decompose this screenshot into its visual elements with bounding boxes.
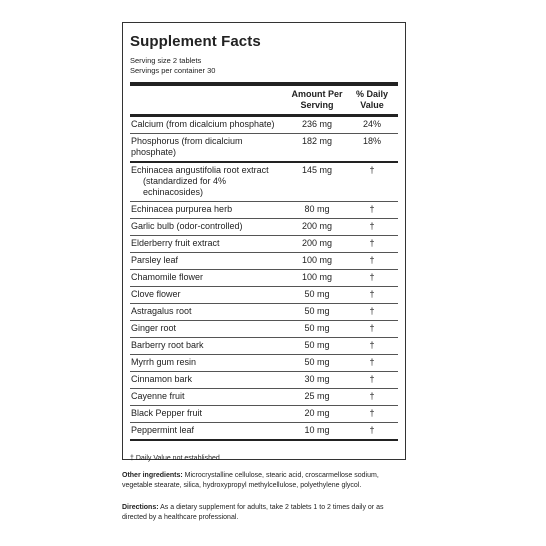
table-row xyxy=(130,355,398,372)
ingredient-daily-value: † xyxy=(369,220,375,231)
ingredient-daily-value: 18% xyxy=(362,135,381,146)
table-row xyxy=(130,202,398,219)
ingredient-name-text: Calcium (from dicalcium phosphate) xyxy=(131,118,275,129)
other-ingredients xyxy=(122,471,408,491)
ingredient-name xyxy=(130,204,288,215)
table-row xyxy=(130,236,398,253)
ingredient-amount: 236 mg xyxy=(301,118,333,129)
servings-per-container: Servings per container 30 xyxy=(130,66,216,75)
table-row xyxy=(130,389,398,406)
ingredient-daily-value: † xyxy=(369,373,375,384)
ingredient-name-text: Elderberry fruit extract xyxy=(131,237,220,248)
ingredient-name-text: Peppermint leaf xyxy=(131,424,195,435)
ingredient-name xyxy=(130,272,288,283)
ingredient-daily-value: † xyxy=(369,322,375,333)
table-row xyxy=(130,321,398,338)
footnote: † Daily Value not established xyxy=(130,454,220,462)
ingredient-name xyxy=(130,238,288,249)
ingredient-amount: 80 mg xyxy=(304,203,330,214)
ingredient-daily-value: † xyxy=(369,288,375,299)
table-row xyxy=(130,423,398,441)
ingredient-name-text: Cinnamon bark xyxy=(131,373,193,384)
ingredient-amount: 200 mg xyxy=(301,237,333,248)
ingredient-name-text: Echinacea purpurea herb xyxy=(131,203,233,214)
table-row xyxy=(130,372,398,389)
directions-label: Directions: xyxy=(122,504,159,511)
table-row xyxy=(130,163,398,202)
ingredient-amount: 25 mg xyxy=(304,390,330,401)
ingredient-name-text: Myrrh gum resin xyxy=(131,356,197,367)
ingredient-daily-value: † xyxy=(369,305,375,316)
ingredient-amount: 10 mg xyxy=(304,424,330,435)
nutrient-table xyxy=(130,117,398,441)
ingredient-name-text: Phosphorus (from dicalcium phosphate) xyxy=(131,135,243,157)
table-row xyxy=(130,304,398,321)
directions xyxy=(122,503,408,523)
ingredient-amount: 145 mg xyxy=(301,164,333,175)
ingredient-daily-value: † xyxy=(369,237,375,248)
ingredient-daily-value: † xyxy=(369,203,375,214)
ingredient-daily-value: † xyxy=(369,356,375,367)
table-row xyxy=(130,253,398,270)
table-row xyxy=(130,338,398,355)
ingredient-daily-value: † xyxy=(369,339,375,350)
ingredient-daily-value: † xyxy=(369,407,375,418)
ingredient-amount: 50 mg xyxy=(304,322,330,333)
ingredient-amount: 200 mg xyxy=(301,220,333,231)
ingredient-daily-value: † xyxy=(369,390,375,401)
ingredient-name xyxy=(130,323,288,334)
supplement-facts-panel xyxy=(122,22,406,460)
column-header xyxy=(130,86,398,114)
ingredient-amount: 20 mg xyxy=(304,407,330,418)
ingredient-amount: 30 mg xyxy=(304,373,330,384)
ingredient-subtext: (standardized for 4% echinacosides) xyxy=(143,175,227,197)
ingredient-name-text: Clove flower xyxy=(131,288,181,299)
ingredient-name xyxy=(130,289,288,300)
other-ingredients-text: Microcrystalline cellulose, stearic acid, croscarmellose sodium, vegetable stearate, silica, hydroxypropyl methylcellulose, polyethylene glycol. xyxy=(122,472,379,489)
ingredient-name xyxy=(130,425,288,436)
ingredient-name xyxy=(130,136,288,158)
ingredient-amount: 50 mg xyxy=(304,339,330,350)
amount-header: Amount Per Serving xyxy=(291,89,343,110)
ingredient-name xyxy=(130,306,288,317)
ingredient-name xyxy=(130,255,288,266)
ingredient-name-text: Black Pepper fruit xyxy=(131,407,203,418)
ingredient-name xyxy=(130,340,288,351)
other-ingredients-label: Other ingredients: xyxy=(122,472,183,479)
ingredient-name xyxy=(130,221,288,232)
table-row xyxy=(130,270,398,287)
ingredient-amount: 100 mg xyxy=(301,271,333,282)
directions-text: As a dietary supplement for adults, take 2 tablets 1 to 2 times daily or as directed by a healthcare professional. xyxy=(122,504,384,521)
ingredient-daily-value: † xyxy=(369,424,375,435)
ingredient-amount: 182 mg xyxy=(301,135,333,146)
ingredient-amount: 50 mg xyxy=(304,288,330,299)
ingredient-amount: 100 mg xyxy=(301,254,333,265)
ingredient-name-text: Astragalus root xyxy=(131,305,192,316)
ingredient-name xyxy=(130,165,288,198)
ingredient-amount: 50 mg xyxy=(304,305,330,316)
ingredient-name xyxy=(130,357,288,368)
ingredient-daily-value: † xyxy=(369,164,375,175)
table-row xyxy=(130,406,398,423)
ingredient-amount: 50 mg xyxy=(304,356,330,367)
serving-size: Serving size 2 tablets xyxy=(130,56,202,65)
ingredient-daily-value: † xyxy=(369,271,375,282)
ingredient-daily-value: 24% xyxy=(362,118,381,129)
table-row xyxy=(130,117,398,134)
table-row xyxy=(130,219,398,236)
ingredient-daily-value: † xyxy=(369,254,375,265)
ingredient-name-text: Garlic bulb (odor-controlled) xyxy=(131,220,243,231)
ingredient-name-text: Echinacea angustifolia root extract xyxy=(131,164,269,175)
ingredient-name-text: Cayenne fruit xyxy=(131,390,185,401)
ingredient-name xyxy=(130,391,288,402)
ingredient-name xyxy=(130,119,288,130)
ingredient-name-text: Chamomile flower xyxy=(131,271,204,282)
table-row xyxy=(130,134,398,163)
ingredient-name-text: Barberry root bark xyxy=(131,339,204,350)
panel-title: Supplement Facts xyxy=(130,33,261,50)
ingredient-name-text: Parsley leaf xyxy=(131,254,179,265)
ingredient-name-text: Ginger root xyxy=(131,322,177,333)
table-row xyxy=(130,287,398,304)
ingredient-name xyxy=(130,374,288,385)
ingredient-name xyxy=(130,408,288,419)
dv-header: % Daily Value xyxy=(355,89,388,110)
